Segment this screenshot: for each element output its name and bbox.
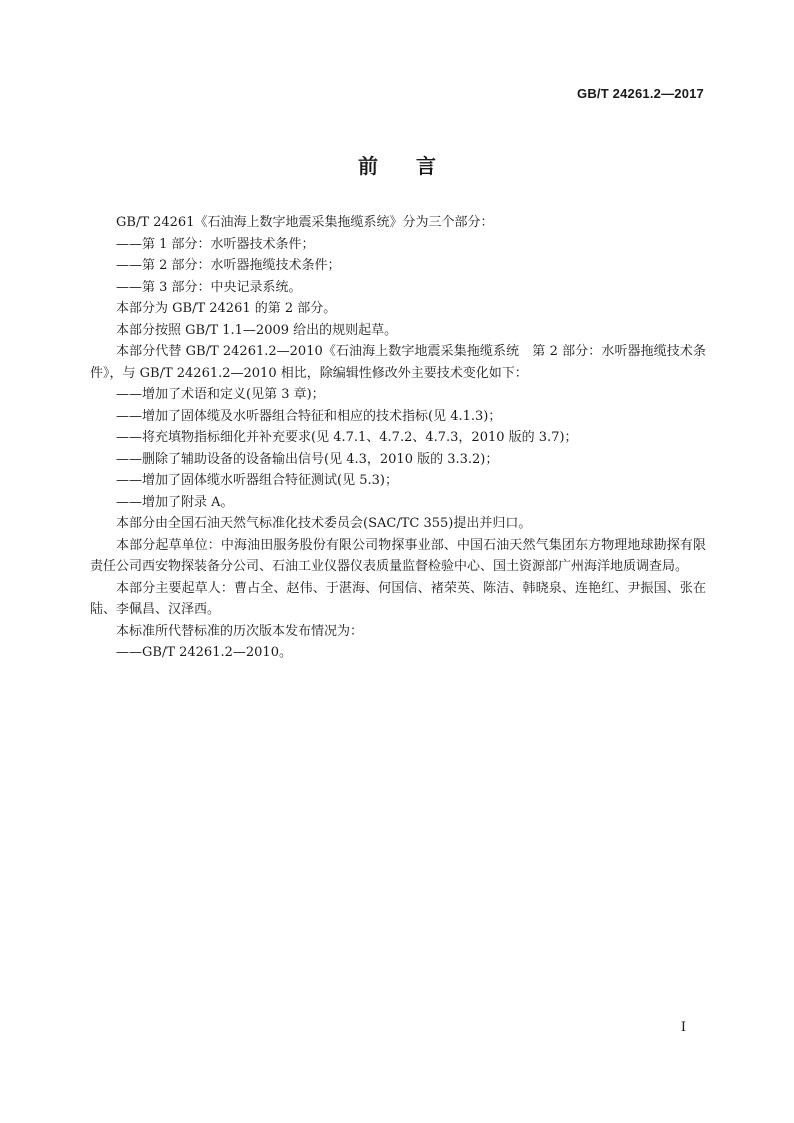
list-item-previous-version: ——GB/T 24261.2—2010。	[116, 645, 292, 660]
list-item-part-1: ——第 1 部分：水听器技术条件；	[116, 236, 315, 252]
paragraph-drafting-units: 本部分起草单位：中海油田服务股份有限公司物探事业部、中国石油天然气集团东方物理地球勘探有限责任公司西安物探装备分公司、石油工业仪器仪表质量监督检验中心、国土资源部广州海洋地质调查局。	[90, 537, 706, 574]
paragraph-proposer: 本部分由全国石油天然气标准化技术委员会(SAC/TC 355)提出并归口。	[116, 516, 532, 531]
list-item-change: ——将充填物指标细化并补充要求(见 4.7.1、4.7.2、4.7.3，2010 版的 3.7)；	[116, 430, 578, 445]
list-item-change: ——增加了术语和定义(见第 3 章)；	[116, 387, 325, 402]
paragraph-replacement: 本部分代替 GB/T 24261.2—2010《石油海上数字地震采集拖缆系统 第 2 部分：水听器拖缆技术条件》，与 GB/T 24261.2—2010 相比，除编辑性修改外主要技术变化如下：	[90, 344, 706, 381]
paragraph-version-history: 本标准所代替标准的历次版本发布情况为：	[116, 623, 364, 639]
standard-code-header: GB/T 24261.2—2017	[577, 86, 704, 101]
foreword-body	[90, 212, 706, 664]
paragraph-this-part: 本部分为 GB/T 24261 的第 2 部分。	[116, 301, 337, 316]
list-item-part-2: ——第 2 部分：水听器拖缆技术条件；	[116, 258, 341, 273]
paragraph-drafters: 本部分主要起草人：曹占全、赵伟、于湛海、何国信、褚荣英、陈洁、韩晓泉、连艳红、尹振国、张在陆、李佩昌、汉泽西。	[90, 580, 706, 617]
list-item-change: ——增加了附录 A。	[116, 494, 234, 510]
list-item-change: ——删除了辅助设备的设备输出信号(见 4.3，2010 版的 3.3.2)；	[116, 451, 499, 467]
list-item-change: ——增加了固体缆水听器组合特征测试(见 5.3)；	[116, 473, 398, 488]
list-item-part-3: ——第 3 部分：中央记录系统。	[116, 279, 302, 295]
page-number: I	[680, 1020, 686, 1035]
page-title: 前言	[358, 154, 474, 178]
list-item-change: ——增加了固体缆及水听器组合特征和相应的技术指标(见 4.1.3)；	[116, 408, 502, 424]
paragraph-intro: GB/T 24261《石油海上数字地震采集拖缆系统》分为三个部分：	[116, 215, 494, 230]
paragraph-drafting-rules: 本部分按照 GB/T 1.1—2009 给出的规则起草。	[116, 322, 398, 338]
